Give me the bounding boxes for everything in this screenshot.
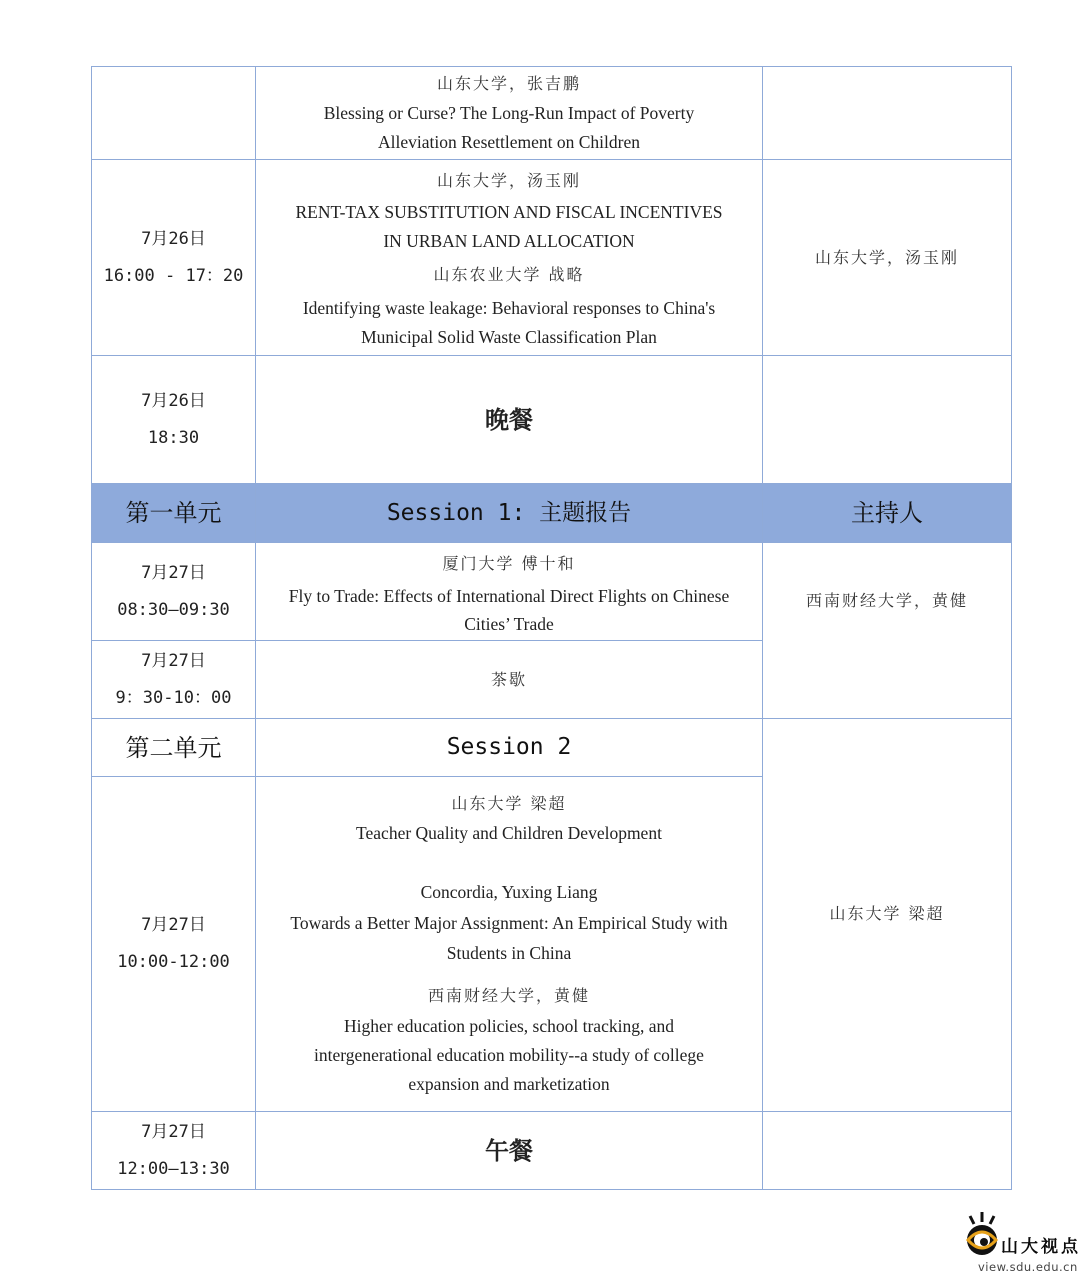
talk-title: Municipal Solid Waste Classification Plan: [361, 326, 657, 347]
presenter: Concordia, Yuxing Liang: [420, 882, 598, 902]
talk-title: Cities’ Trade: [464, 613, 554, 634]
session-header-row: [92, 484, 1012, 543]
talk-title: RENT-TAX SUBSTITUTION AND FISCAL INCENTIVES: [295, 201, 723, 222]
host-cell: [763, 356, 1012, 484]
time: 9：30-10：00: [115, 687, 232, 708]
talk-title: Students in China: [446, 943, 572, 963]
host-cell: [763, 1112, 1012, 1190]
table-row: [92, 160, 1012, 356]
unit-label: 第一单元: [125, 499, 222, 527]
host-name: 山东大学 梁超: [829, 904, 945, 923]
table-row: [92, 356, 1012, 484]
table-row: [92, 543, 1012, 641]
spacer: [256, 848, 762, 876]
time: 16:00 - 17：20: [103, 265, 244, 286]
talk-title: IN URBAN LAND ALLOCATION: [383, 230, 635, 251]
talk-title: Identifying waste leakage: Behavioral responses to China's: [302, 297, 716, 318]
sdu-logo-icon: [960, 1210, 1004, 1262]
event-cell: [256, 356, 763, 484]
presenter: 西南财经大学，黄健: [427, 986, 590, 1005]
time-cell: [92, 356, 256, 484]
presenter: 山东大学，汤玉刚: [436, 170, 581, 190]
event-label: 晚餐: [485, 405, 533, 434]
table-row: [92, 67, 1012, 160]
talk-title: expansion and marketization: [408, 1074, 610, 1094]
host-header: [763, 484, 1012, 543]
date: 7月26日: [141, 228, 206, 249]
spacer: [256, 968, 762, 980]
time-cell: [92, 160, 256, 356]
host-name: 山东大学，汤玉刚: [814, 247, 959, 267]
host-cell: [763, 543, 1012, 719]
watermark-url: view.sdu.edu.cn: [978, 1260, 1078, 1274]
talk-cell: [256, 543, 763, 641]
table-row: [92, 1112, 1012, 1190]
session-label: Session 1: 主题报告: [386, 499, 632, 526]
watermark-name: 山大视点: [1001, 1237, 1081, 1257]
talk-cell: [256, 160, 763, 356]
time-cell: [92, 777, 256, 1112]
talk-title: Towards a Better Major Assignment: An Empirical Study with: [290, 913, 728, 933]
talk-title: Blessing or Curse? The Long-Run Impact of Poverty: [323, 103, 695, 123]
presenter: 山东大学，张吉鹏: [436, 74, 581, 93]
time-cell: [92, 1112, 256, 1190]
unit-header: [92, 484, 256, 543]
watermark-logo: [960, 1208, 1088, 1276]
time: 12:00—13:30: [117, 1158, 230, 1179]
host-label: 主持人: [851, 499, 923, 527]
presenter: 厦门大学 傅十和: [442, 553, 576, 573]
time: 18:30: [147, 427, 200, 448]
event-label: 午餐: [485, 1136, 533, 1165]
host-cell: [763, 719, 1012, 1112]
time: 10:00-12:00: [117, 952, 230, 972]
event-cell: [256, 641, 763, 719]
date: 7月27日: [141, 650, 206, 671]
time-cell: [92, 641, 256, 719]
session-header: [256, 484, 763, 543]
talk-title: Higher education policies, school tracking, and: [344, 1016, 674, 1036]
date: 7月27日: [141, 562, 206, 583]
date: 7月26日: [141, 390, 206, 411]
host-name: 西南财经大学，黄健: [805, 591, 968, 610]
talk-title: Teacher Quality and Children Development: [356, 823, 662, 843]
presenter: 山东大学 梁超: [451, 794, 567, 813]
host-cell: [763, 160, 1012, 356]
event-cell: [256, 1112, 763, 1190]
time: 08:30—09:30: [117, 599, 230, 620]
time-cell: [92, 67, 256, 160]
talk-cell: [256, 777, 763, 1112]
talk-cell: [256, 67, 763, 160]
unit-label: 第二单元: [125, 733, 222, 762]
date: 7月27日: [141, 1121, 206, 1142]
event-label: 茶歇: [490, 669, 527, 689]
session-label: Session 2: [446, 734, 572, 761]
host-cell: [763, 67, 1012, 160]
talk-title: intergenerational education mobility--a study of college: [314, 1045, 704, 1065]
session-header-row: [92, 719, 1012, 777]
presenter: 山东农业大学 战略: [433, 264, 585, 284]
unit-header: [92, 719, 256, 777]
talk-title: Fly to Trade: Effects of International Direct Flights on Chinese: [288, 585, 730, 606]
session-header: [256, 719, 763, 777]
schedule-table: [91, 66, 1012, 1190]
talk-title: Alleviation Resettlement on Children: [378, 132, 640, 152]
date: 7月27日: [141, 915, 206, 935]
time-cell: [92, 543, 256, 641]
